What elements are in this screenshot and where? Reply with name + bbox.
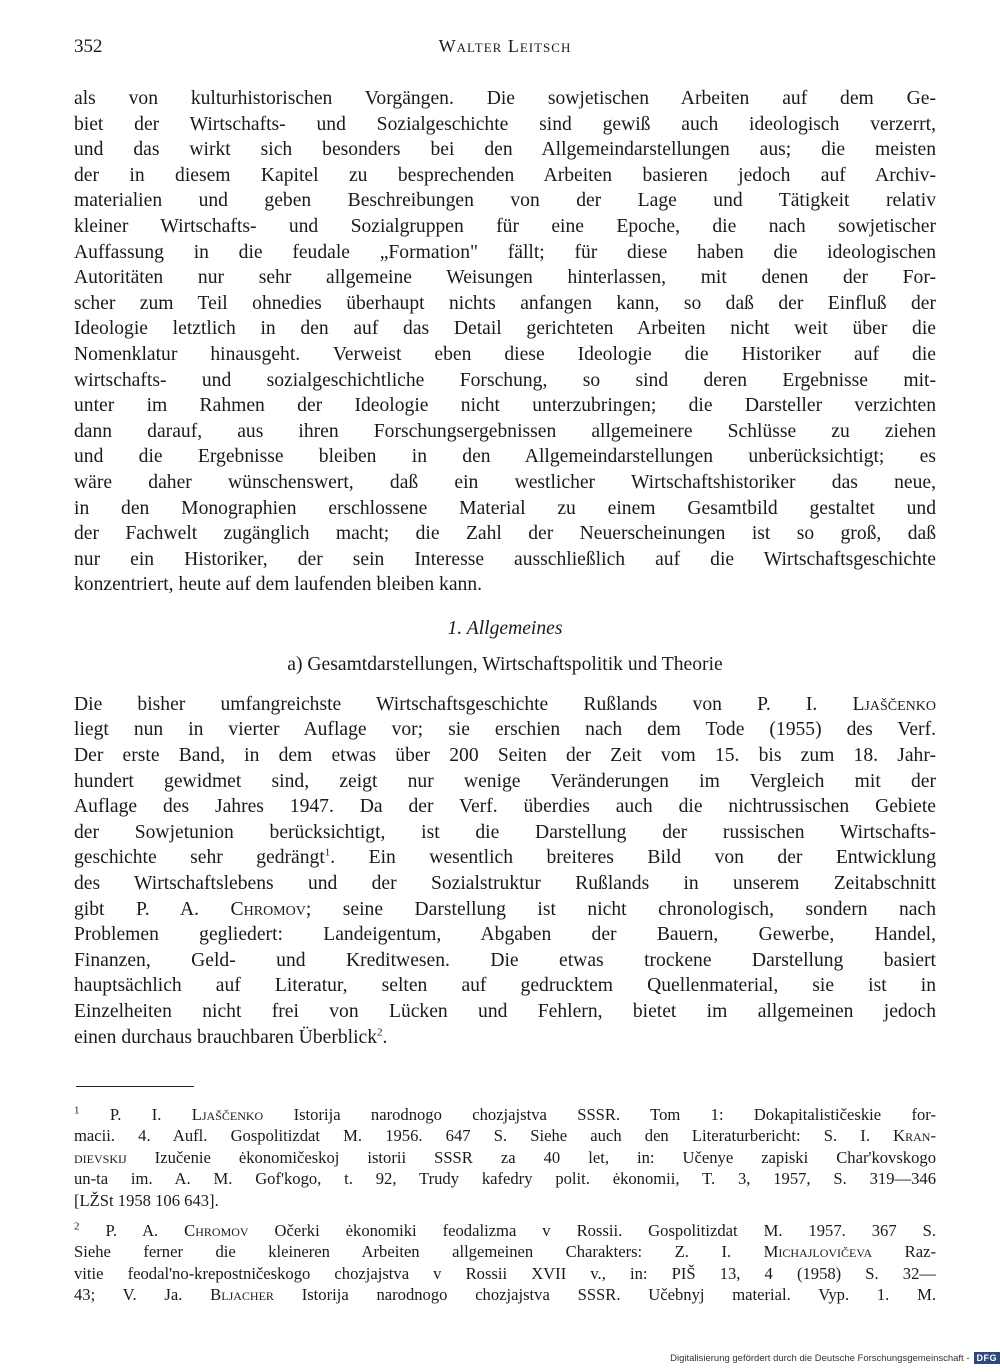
main-text [74,86,936,1050]
text-line: nur ein Historiker, der sein Interesse ausschließlich auf die Wirtschaftsgeschichte [74,548,936,570]
text-line: Problemen gegliedert: Landeigentum, Abgaben der Bauern, Gewerbe, Handel, [74,924,936,946]
footnote-mark: 2 [74,1220,80,1233]
text-line [74,1147,936,1168]
text-run: ; seine Darstellung ist nicht chronologisch, sondern nach [305,898,936,920]
footnote-mark: 1 [74,1104,80,1117]
text-line: der Sowjetunion berücksichtigt, ist die Darstellung der russischen Wirtschafts- [74,821,936,843]
text-line: der in diesem Kapitel zu besprechenden Arbeiten basieren jedoch auf Archiv- [74,164,936,186]
running-title: Walter Leitsch [438,36,572,56]
text-line: Auflage des Jahres 1947. Da der Verf. überdies auch die nichtrussischen Gebiete [74,796,936,818]
text-run: geschichte sehr gedrängt [74,847,325,869]
text-line: Finanzen, Geld- und Kreditwesen. Die etwas trockene Darstellung basiert [74,949,936,971]
text-run: Raz- [872,1242,936,1262]
text-line [74,897,936,923]
text-run: Istorija narodnogo chozjajstva SSSR. Učebnyj material. Vyp. 1. M. [273,1285,936,1305]
text-run: Istorija narodnogo chozjajstva SSSR. Tom 1: Dokapitalističeskie for- [263,1105,936,1124]
footnote-1 [74,1104,936,1211]
text-line: kleiner Wirtschafts- und Sozialgruppen für eine Epoche, die nach sowjetischer [74,215,936,237]
text-run: Die bisher umfangreichste Wirtschaftsgeschichte Rußlands von P. I. [74,693,853,715]
text-line: und die Ergebnisse bleiben in den Allgemeindarstellungen unberücksichtigt; es [74,446,936,468]
text-line [74,845,936,871]
text-line: [LŽSt 1958 106 643]. [74,1190,219,1210]
paragraph-intro [74,86,936,598]
author-name: Ljaščenko [852,693,936,715]
text-line: hundert gewidmet sind, zeigt nur wenige Veränderungen im Vergleich mit der [74,770,936,792]
page-header [74,36,936,66]
text-line: Auffassung in die feudale „Formation" fällt; für diese haben die ideologischen [74,241,936,263]
text-line [74,1220,936,1241]
text-line [74,1125,936,1146]
text-line: biet der Wirtschafts- und Sozialgeschichte sind gewiß auch ideologisch verzerrt, [74,113,936,135]
credit-text: Digitalisierung gefördert durch die Deutsche Forschungsgemeinschaft - [670,1352,970,1364]
text-line: Autoritäten nur sehr allgemeine Weisungen hinterlassen, mit denen der For- [74,267,936,289]
text-line: scher zum Teil ohnedies überhaupt nichts anfangen kann, so daß der Einfluß der [74,292,936,314]
text-line: des Wirtschaftslebens und der Sozialstruktur Rußlands in unserem Zeitabschnitt [74,873,936,895]
text-line: hauptsächlich auf Literatur, selten auf gedrucktem Quellenmaterial, sie ist in [74,975,936,997]
text-line: dann darauf, aus ihren Forschungsergebnissen allgemeinere Schlüsse zu ziehen [74,420,936,442]
text-line: wirtschafts- und sozialgeschichtliche Forschung, so sind deren Ergebnisse mit- [74,369,936,391]
footnote-2 [74,1220,936,1306]
author-name: Kran- [893,1126,936,1146]
text-run: . Ein wesentlich breiteres Bild von der Entwicklung [330,847,936,869]
text-line: wäre daher wünschenswert, daß ein westlicher Wirtschaftshistoriker das neue, [74,471,936,493]
text-run: . [382,1026,388,1048]
author-name: dievskij [74,1147,127,1167]
text-run: macii. 4. Aufl. Gospolitizdat M. 1956. 647 S. Siehe auch den Literaturbericht: S. I. [74,1126,894,1146]
text-run: gibt P. A. [74,898,231,920]
text-line [74,1241,936,1262]
page-number: 352 [74,36,103,57]
text-line: materialien und geben Beschreibungen von der Lage und Tätigkeit relativ [74,190,936,212]
text-line: Nomenklatur hinausgeht. Verweist eben diese Ideologie die Historiker auf die [74,343,936,365]
text-run: einen durchaus brauchbaren Überblick [74,1026,378,1048]
text-line: Einzelheiten nicht frei von Lücken und Fehlern, bietet im allgemeinen jedoch [74,1001,936,1022]
footnote-divider [76,1086,194,1087]
dfg-logo-icon: DFG [974,1352,1000,1364]
text-line: in den Monographien erschlossene Material zu einem Gesamtbild gestaltet und [74,497,936,519]
section-heading: 1. Allgemeines [447,617,563,639]
text-line: unter im Rahmen der Ideologie nicht unterzubringen; die Darsteller verzichten [74,395,936,417]
text-run: 43; V. Ja. [74,1285,211,1305]
text-line: und das wirkt sich besonders bei den Allgemeindarstellungen aus; die meisten [74,139,936,161]
author-name: Chromov [230,898,306,920]
author-name: Chromov [184,1221,249,1240]
text-line [74,1104,936,1125]
author-name: Ljaščenko [191,1105,264,1124]
footnote-ref-2: 2 [377,1026,383,1039]
author-name: Bljacher [210,1285,274,1305]
subsection-heading: a) Gesamtdarstellungen, Wirtschaftspolitik und Theorie [287,653,723,675]
text-line: Ideologie letztlich in den auf das Detail gerichteten Arbeiten nicht weit über die [74,318,936,340]
text-run: Očerki ėkonomiki feodalizma v Rossii. Gospolitizdat M. 1957. 367 S. [248,1221,936,1240]
text-line [74,1284,936,1305]
text-run: P. A. [79,1221,185,1240]
text-line: un-ta im. A. M. Gof'kogo, t. 92, Trudy kafedry polit. ėkonomii, T. 3, 1957, S. 319—346 [74,1169,936,1189]
text-line: konzentriert, heute auf dem laufenden bleiben kann. [74,574,483,596]
text-line [74,692,936,718]
footnote-ref-1: 1 [324,846,331,859]
text-line: als von kulturhistorischen Vorgängen. Die sowjetischen Arbeiten auf dem Ge- [74,88,936,109]
text-line: der Fachwelt zugänglich macht; die Zahl der Neuerscheinungen ist so groß, daß [74,523,936,545]
text-line: vitie feodal'no-krepostničeskogo chozjajstva v Rossii XVII v., in: PIŠ 13, 4 (1958) S. 32— [74,1263,936,1283]
text-line: Der erste Band, in dem etwas über 200 Seiten der Zeit vom 15. bis zum 18. Jahr- [74,745,936,767]
text-run: Siehe ferner die kleineren Arbeiten allgemeinen Charakters: Z. I. [74,1242,764,1262]
text-line [74,1025,936,1051]
text-run: Izučenie ėkonomičeskoj istorii SSSR za 40 let, in: Učenye zapiski Char'kovskogo [126,1147,936,1167]
text-line: liegt nun in vierter Auflage vor; sie erschien nach dem Tode (1955) des Verf. [74,719,936,741]
digitization-credit [670,1350,1000,1366]
author-name: Michajlovičeva [763,1242,873,1262]
paragraph-overview [74,692,936,1050]
text-run: P. I. [79,1105,192,1124]
